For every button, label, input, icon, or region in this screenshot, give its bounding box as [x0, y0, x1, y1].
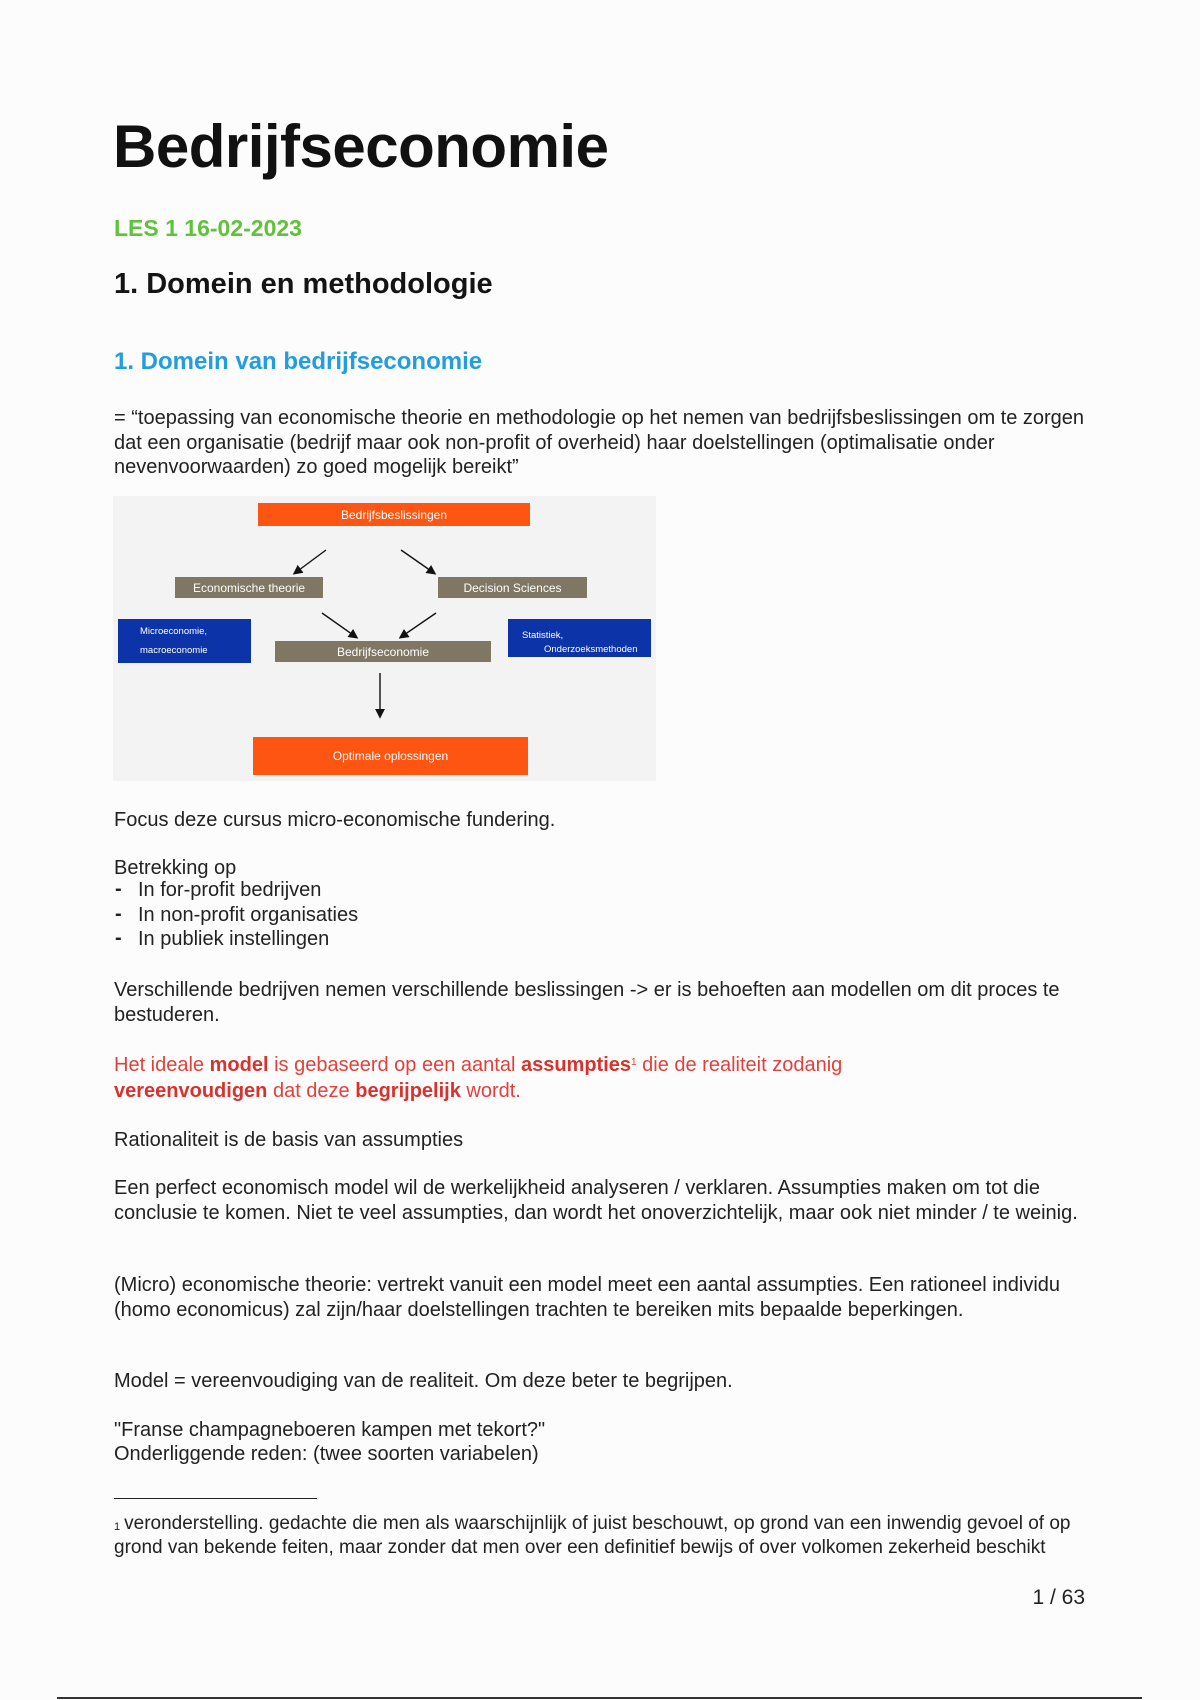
arrow-left-to-center — [322, 613, 356, 637]
ideal-bold-begrijpelijk: begrijpelijk — [355, 1080, 461, 1102]
list-item: - In publiek instellingen — [114, 927, 358, 952]
arrow-right-to-center — [401, 613, 436, 637]
lesson-date: LES 1 16-02-2023 — [114, 215, 302, 241]
statistiek-line-1: Statistiek, — [522, 630, 564, 641]
definition-paragraph: = “toepassing van economische theorie en methodologie op het nemen van bedrijfsbeslissingen om te zorgen dat een organisatie (bedrijf maar ook non-profit of overheid) haar doelstellingen (optimalisatie onder nevenvoorwaarden) zo goed mogelijk bereikt” — [114, 407, 1085, 478]
chapter-heading: 1. Domein en methodologie — [114, 268, 493, 300]
document-title: Bedrijfseconomie — [113, 113, 609, 180]
ideal-text-3: die de realiteit zodanig — [636, 1054, 843, 1076]
champagne-question: "Franse champagneboeren kampen met tekort?" — [114, 1419, 546, 1441]
box-bedrijfseconomie: Bedrijfseconomie — [275, 641, 491, 662]
ideal-bold-assumpties: assumpties — [520, 1054, 632, 1076]
ideal-text-1: Het ideale — [114, 1054, 210, 1076]
micro-macro-line-1: Microeconomie, — [140, 626, 208, 637]
page-number: 1 / 63 — [1032, 1586, 1085, 1609]
model-definition-paragraph: Model = vereenvoudiging van de realiteit. Om deze beter te begrijpen. — [114, 1370, 733, 1392]
box-bedrijfsbeslissingen: Bedrijfsbeslissingen — [258, 503, 530, 526]
footnote-divider — [114, 1498, 317, 1499]
footnote-text: veronderstelling. gedachte die men als waarschijnlijk of juist beschouwt, op grond van een inwendig gevoel of op grond van bekende feiten, maar zonder dat men over een definitief bewijs of over volkomen zekerheid beschikt — [114, 1513, 1071, 1558]
statistiek-line-2: Onderzoeksmethoden — [544, 644, 638, 655]
section-heading: 1. Domein van bedrijfseconomie — [114, 348, 483, 375]
relation-heading: Betrekking op — [114, 857, 237, 879]
arrow-top-to-left — [295, 550, 326, 573]
box-economische-theorie: Economische theorie — [175, 577, 323, 598]
micro-theory-paragraph: (Micro) economische theorie: vertrekt vanuit een model meet een aantal assumpties. Een rationeel individu (homo economicus) zal zijn/haar doelstellingen trachten te bereiken mits bepaalde beperkingen. — [114, 1274, 1061, 1321]
underlying-reason: Onderliggende reden: (twee soorten variabelen) — [114, 1443, 539, 1465]
concept-diagram — [113, 496, 656, 781]
box-statistiek — [508, 619, 651, 657]
ideal-bold-model: model — [209, 1054, 269, 1076]
arrow-top-to-right — [401, 550, 434, 573]
list-item: - In non-profit organisaties — [114, 903, 358, 928]
micro-macro-line-2: macroeconomie — [140, 645, 208, 656]
ideal-text-4: dat deze — [267, 1080, 356, 1102]
ideal-text-5: wordt. — [460, 1080, 521, 1102]
relation-list — [114, 878, 358, 952]
perfect-model-paragraph: Een perfect economisch model wil de werkelijkheid analyseren / verklaren. Assumpties maken om tot die conclusie te komen. Niet te veel assumpties, dan wordt het onoverzichtelijk, maar ook niet minder / te weinig. — [114, 1177, 1078, 1224]
ideal-text-2: is gebaseerd op een aantal — [268, 1054, 521, 1076]
ideal-bold-vereenvoudigen: vereenvoudigen — [114, 1080, 268, 1102]
footnote-ref[interactable]: 1 — [631, 1057, 637, 1068]
list-item: - In for-profit bedrijven — [114, 878, 358, 903]
different-firms-paragraph: Verschillende bedrijven nemen verschillende beslissingen -> er is behoeften aan modellen om dit proces te bestuderen. — [114, 979, 1060, 1026]
box-micro-macro — [118, 619, 251, 663]
box-optimale-oplossingen: Optimale oplossingen — [253, 737, 528, 775]
footnote — [114, 1512, 1104, 1560]
rationality-paragraph: Rationaliteit is de basis van assumpties — [114, 1129, 464, 1151]
ideal-model-paragraph — [114, 1052, 1104, 1104]
page-bottom-divider — [57, 1697, 1142, 1699]
box-decision-sciences: Decision Sciences — [438, 577, 587, 598]
footnote-number: 1 — [114, 1521, 121, 1533]
focus-paragraph: Focus deze cursus micro-economische fundering. — [114, 809, 556, 831]
